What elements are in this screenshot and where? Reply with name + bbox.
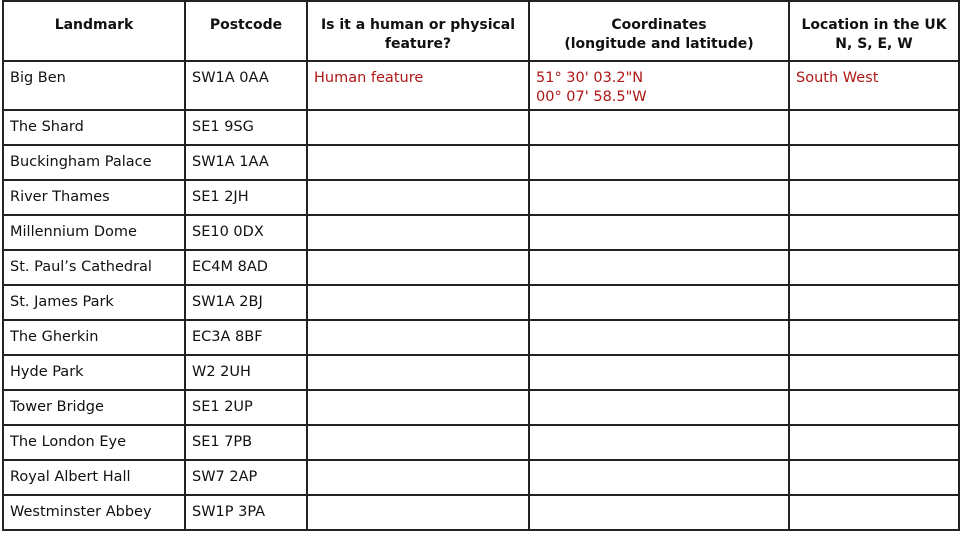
cell-feature-type[interactable] — [307, 390, 529, 425]
cell-location[interactable] — [789, 215, 959, 250]
cell-feature-type[interactable] — [307, 460, 529, 495]
cell-coordinates[interactable] — [529, 355, 789, 390]
cell-feature-type[interactable] — [307, 425, 529, 460]
header-row — [3, 1, 959, 61]
cell-location[interactable] — [789, 390, 959, 425]
cell-postcode: SW1A 2BJ — [185, 285, 307, 320]
cell-feature-type[interactable] — [307, 320, 529, 355]
cell-postcode: EC3A 8BF — [185, 320, 307, 355]
cell-landmark: Millennium Dome — [3, 215, 185, 250]
latitude-value: 51° 30' 03.2"N — [536, 70, 644, 86]
header-coordinates: Coordinates (longitude and latitude) — [529, 1, 789, 61]
table-row — [3, 110, 959, 145]
cell-location[interactable] — [789, 355, 959, 390]
cell-postcode: SW1A 1AA — [185, 145, 307, 180]
cell-location[interactable] — [789, 145, 959, 180]
cell-landmark: River Thames — [3, 180, 185, 215]
cell-feature-type[interactable] — [307, 110, 529, 145]
cell-feature-type[interactable] — [307, 180, 529, 215]
cell-landmark: Royal Albert Hall — [3, 460, 185, 495]
table-row — [3, 425, 959, 460]
header-landmark: Landmark — [3, 1, 185, 61]
table-row — [3, 250, 959, 285]
cell-landmark: Big Ben — [3, 61, 185, 110]
cell-postcode: SE1 9SG — [185, 110, 307, 145]
table-row — [3, 285, 959, 320]
cell-coordinates[interactable] — [529, 61, 789, 110]
cell-feature-type[interactable] — [307, 250, 529, 285]
cell-coordinates[interactable] — [529, 460, 789, 495]
cell-feature-type[interactable] — [307, 355, 529, 390]
table-row — [3, 390, 959, 425]
cell-coordinates[interactable] — [529, 425, 789, 460]
cell-postcode: SE1 2JH — [185, 180, 307, 215]
cell-feature-type[interactable] — [307, 495, 529, 530]
cell-coordinates[interactable] — [529, 495, 789, 530]
cell-landmark: Hyde Park — [3, 355, 185, 390]
cell-postcode: SW7 2AP — [185, 460, 307, 495]
cell-feature-type[interactable] — [307, 215, 529, 250]
cell-coordinates[interactable] — [529, 285, 789, 320]
cell-coordinates[interactable] — [529, 145, 789, 180]
cell-postcode: W2 2UH — [185, 355, 307, 390]
cell-landmark: The Shard — [3, 110, 185, 145]
cell-landmark: St. Paul’s Cathedral — [3, 250, 185, 285]
cell-location[interactable] — [789, 460, 959, 495]
cell-coordinates[interactable] — [529, 110, 789, 145]
worksheet — [2, 0, 958, 531]
cell-postcode: EC4M 8AD — [185, 250, 307, 285]
table-row — [3, 180, 959, 215]
cell-landmark: Buckingham Palace — [3, 145, 185, 180]
cell-landmark: Tower Bridge — [3, 390, 185, 425]
table-row — [3, 320, 959, 355]
landmarks-table — [2, 0, 960, 531]
cell-coordinates[interactable] — [529, 215, 789, 250]
cell-location[interactable] — [789, 250, 959, 285]
table-row — [3, 355, 959, 390]
cell-landmark: The London Eye — [3, 425, 185, 460]
cell-postcode: SE10 0DX — [185, 215, 307, 250]
cell-postcode: SE1 7PB — [185, 425, 307, 460]
table-row — [3, 460, 959, 495]
cell-location[interactable] — [789, 495, 959, 530]
table-row — [3, 215, 959, 250]
cell-location[interactable] — [789, 180, 959, 215]
longitude-value: 00° 07' 58.5"W — [536, 89, 647, 105]
header-postcode: Postcode — [185, 1, 307, 61]
cell-location[interactable]: South West — [789, 61, 959, 110]
cell-location[interactable] — [789, 425, 959, 460]
header-feature-type: Is it a human or physical feature? — [307, 1, 529, 61]
cell-feature-type[interactable] — [307, 285, 529, 320]
table-row — [3, 145, 959, 180]
cell-location[interactable] — [789, 320, 959, 355]
table-row — [3, 61, 959, 110]
cell-coordinates[interactable] — [529, 180, 789, 215]
cell-feature-type[interactable]: Human feature — [307, 61, 529, 110]
cell-postcode: SE1 2UP — [185, 390, 307, 425]
cell-coordinates[interactable] — [529, 320, 789, 355]
cell-coordinates[interactable] — [529, 390, 789, 425]
cell-feature-type[interactable] — [307, 145, 529, 180]
cell-postcode: SW1P 3PA — [185, 495, 307, 530]
cell-landmark: The Gherkin — [3, 320, 185, 355]
cell-location[interactable] — [789, 285, 959, 320]
header-location: Location in the UK N, S, E, W — [789, 1, 959, 61]
table-row — [3, 495, 959, 530]
cell-landmark: St. James Park — [3, 285, 185, 320]
cell-landmark: Westminster Abbey — [3, 495, 185, 530]
cell-location[interactable] — [789, 110, 959, 145]
cell-coordinates[interactable] — [529, 250, 789, 285]
cell-postcode: SW1A 0AA — [185, 61, 307, 110]
